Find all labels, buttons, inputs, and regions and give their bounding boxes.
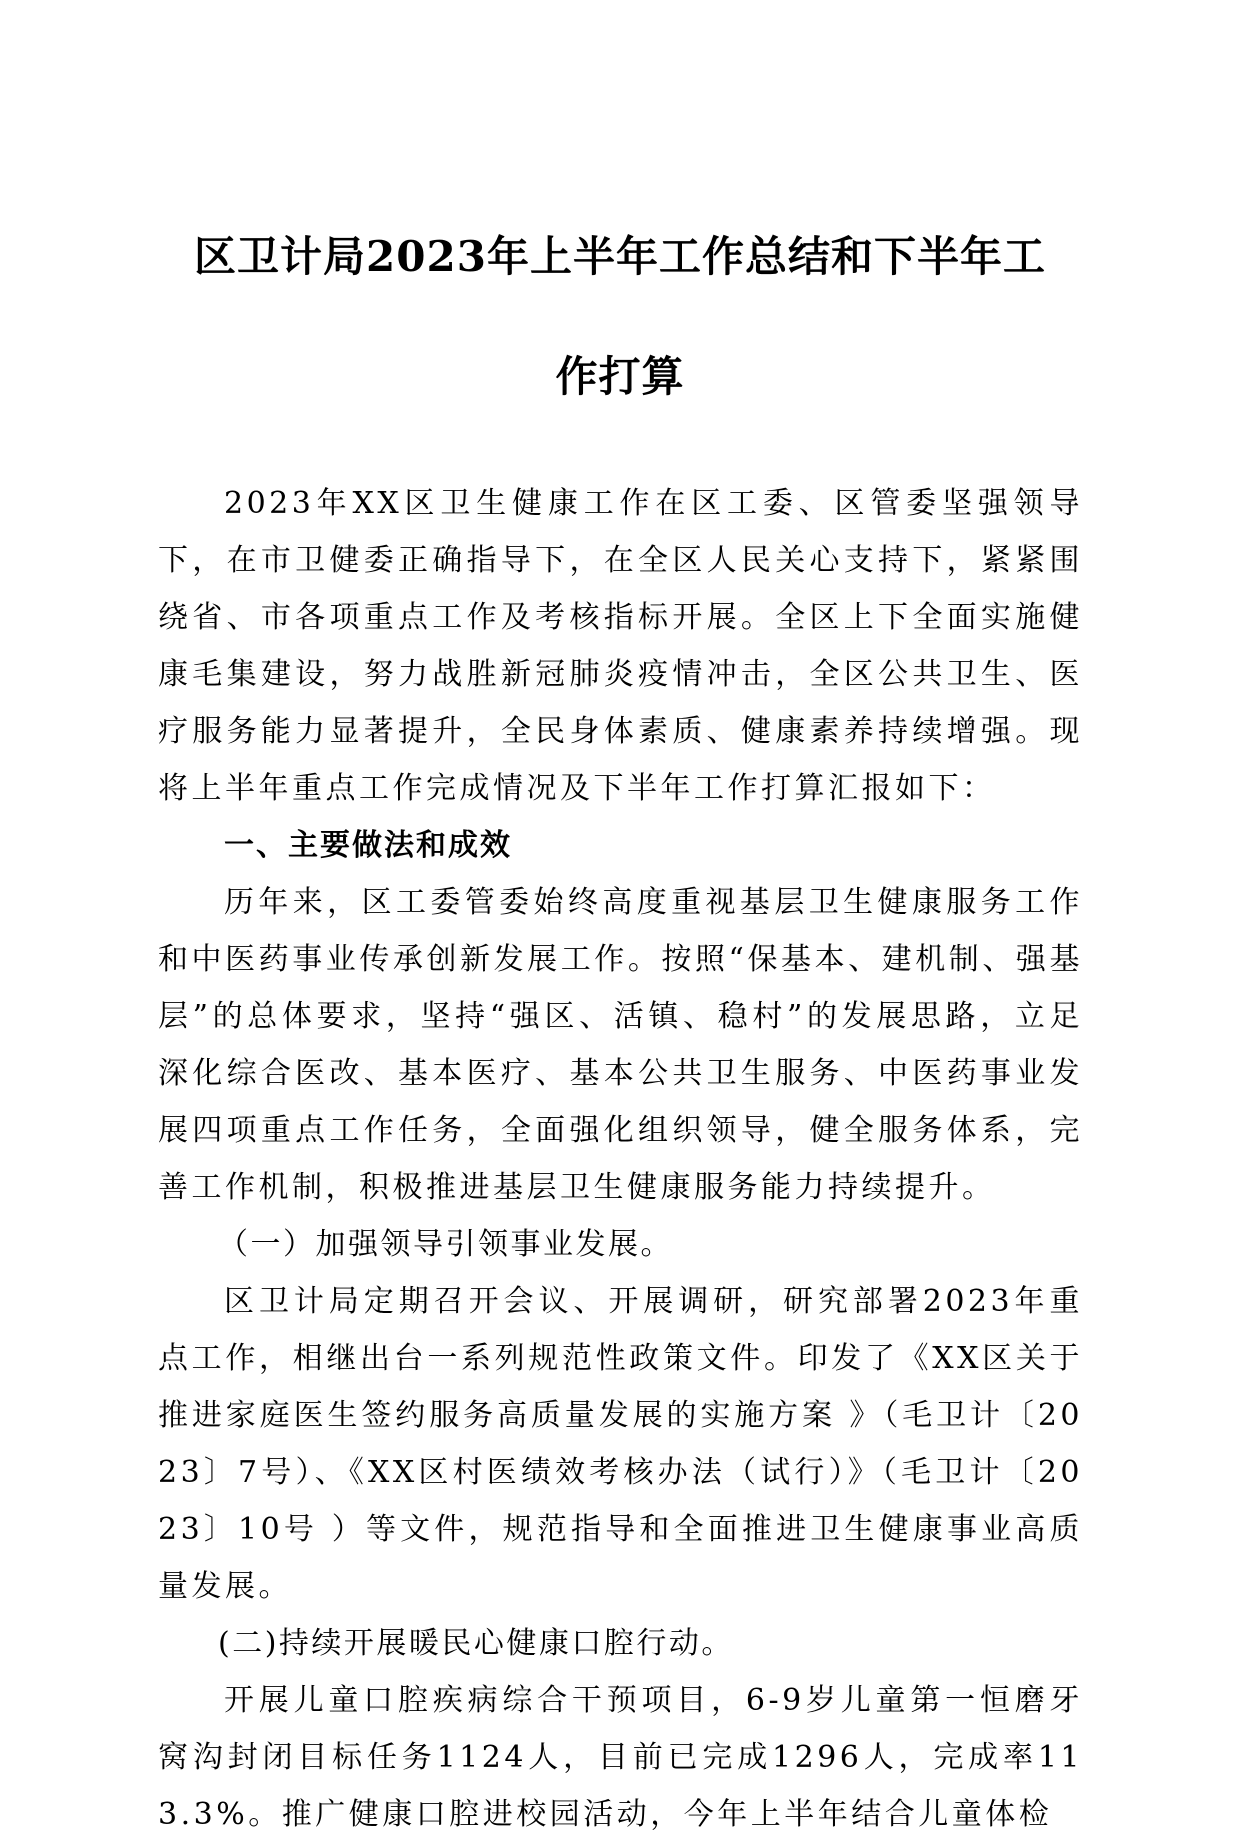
document-title-line-2: 作打算 [555, 352, 685, 401]
document-title-line-1: 区卫计局2023年上半年工作总结和下半年工 [194, 232, 1046, 281]
section-1-paragraph: 历年来，区工委管委始终高度重视基层卫生健康服务工作和中医药事业传承创新发展工作。按照“保基本、建机制、强基层”的总体要求，坚持“强区、活镇、稳村”的发展思路，立足深化综合医改、基本医疗、基本公共卫生服务、中医药事业发展四项重点工作任务，全面强化组织领导，健全服务体系，完善工作机制，积极推进基层卫生健康服务能力持续提升。 [158, 885, 1083, 1205]
subsection-1-paragraph: 区卫计局定期召开会议、开展调研，研究部署2023年重点工作，相继出台一系列规范性政策文件。印发了《XX区关于推进家庭医生签约服务高质量发展的实施方案 》（毛卫计〔2023〕7号）、《XX区村医绩效考核办法（试行）》（毛卫计〔2023〕10号 ）等文件，规范指导和全面推进卫生健康事业高质量发展。 [158, 1284, 1083, 1604]
subsection-2-paragraph: 开展儿童口腔疾病综合干预项目，6-9岁儿童第一恒磨牙窝沟封闭目标任务1124人，目前已完成1296人，完成率113.3%。推广健康口腔进校园活动，今年上半年结合儿童体检 [158, 1683, 1083, 1832]
section-1-heading: 一、主要做法和成效 [224, 828, 512, 863]
intro-paragraph: 2023年XX区卫生健康工作在区工委、区管委坚强领导下，在市卫健委正确指导下，在全区人民关心支持下，紧紧围绕省、市各项重点工作及考核指标开展。全区上下全面实施健康毛集建设，努力战胜新冠肺炎疫情冲击，全区公共卫生、医疗服务能力显著提升，全民身体素质、健康素养持续增强。现将上半年重点工作完成情况及下半年工作打算汇报如下： [158, 486, 1083, 806]
subsection-1-heading: （一）加强领导引领事业发展。 [218, 1227, 673, 1262]
document-body [158, 475, 1083, 1843]
subsection-2-heading: (二)持续开展暖民心健康口腔行动。 [218, 1626, 734, 1661]
